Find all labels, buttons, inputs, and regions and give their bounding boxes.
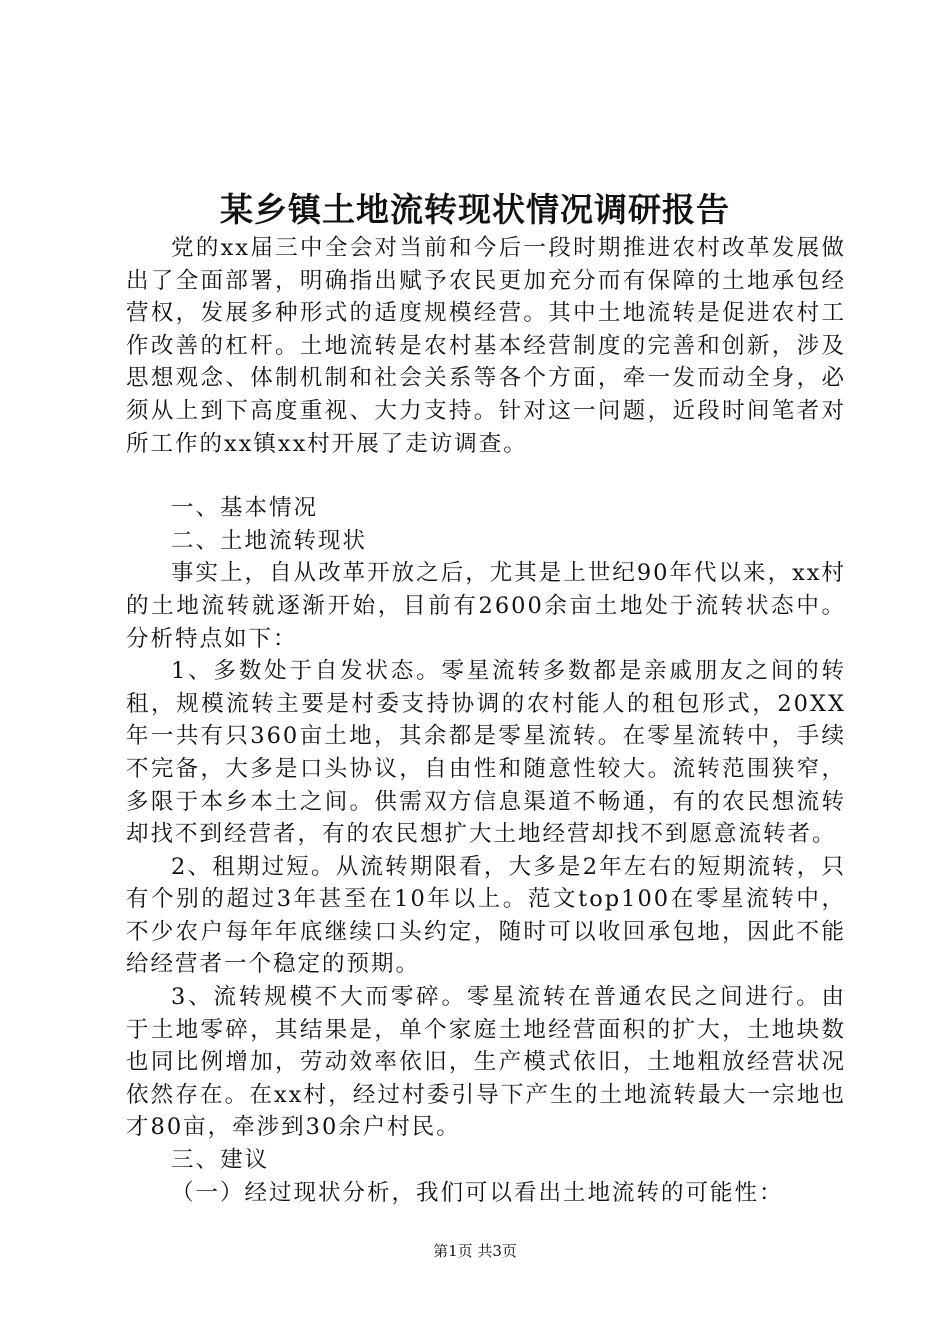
suggestion-1-paragraph: （一）经过现状分析，我们可以看出土地流转的可能性： (171, 1179, 784, 1206)
page-footer: 第1页 共3页 (433, 1242, 517, 1260)
document-body (126, 232, 846, 1209)
status-paragraph: 事实上，自从改革开放之后，尤其是上世纪90年代以来，xx村的土地流转就逐渐开始，目前有2600余亩土地处于流转状态中。分析特点如下： (126, 560, 846, 652)
point-2-paragraph: 2、租期过短。从流转期限看，大多是2年左右的短期流转，只有个别的超过3年甚至在10年以上。范文top100在零星流转中，不少农户每年年底继续口头约定，随时可以收回承包地，因此不能给经营者一个稳定的预期。 (126, 853, 846, 978)
section-heading-basic: 一、基本情况 (171, 495, 319, 522)
point-3-paragraph: 3、流转规模不大而零碎。零星流转在普通农民之间进行。由于土地零碎，其结果是，单个家庭土地经营面积的扩大，土地块数也同比例增加，劳动效率依旧，生产模式依旧，土地粗放经营状况依然存在。在xx村，经过村委引导下产生的土地流转最大一宗地也才80亩，牵涉到30余户村民。 (126, 984, 846, 1141)
intro-paragraph: 党的xx届三中全会对当前和今后一段时期推进农村改革发展做出了全面部署，明确指出赋予农民更加充分而有保障的土地承包经营权，发展多种形式的适度规模经营。其中土地流转是促进农村工作改善的杠杆。土地流转是农村基本经营制度的完善和创新，涉及思想观念、体制机制和社会关系等各个方面，牵一发而动全身，必须从上到下高度重视、大力支持。针对这一问题，近段时间笔者对所工作的xx镇xx村开展了走访调查。 (126, 235, 846, 457)
paragraph-gap (126, 460, 846, 492)
section-heading-suggestions: 三、建议 (171, 1147, 270, 1174)
document-title: 某乡镇土地流转现状情况调研报告 (220, 190, 730, 229)
point-1-paragraph: 1、多数处于自发状态。零星流转多数都是亲戚朋友之间的转租，规模流转主要是村委支持协调的农村能人的租包形式，20XX年一共有只360亩土地，其余都是零星流转。在零星流转中，手续不完备，大多是口头协议，自由性和随意性较大。流转范围狭窄，多限于本乡本土之间。供需双方信息渠道不畅通，有的农民想流转却找不到经营者，有的农民想扩大土地经营却找不到愿意流转者。 (126, 658, 846, 848)
section-heading-status: 二、土地流转现状 (171, 527, 368, 554)
